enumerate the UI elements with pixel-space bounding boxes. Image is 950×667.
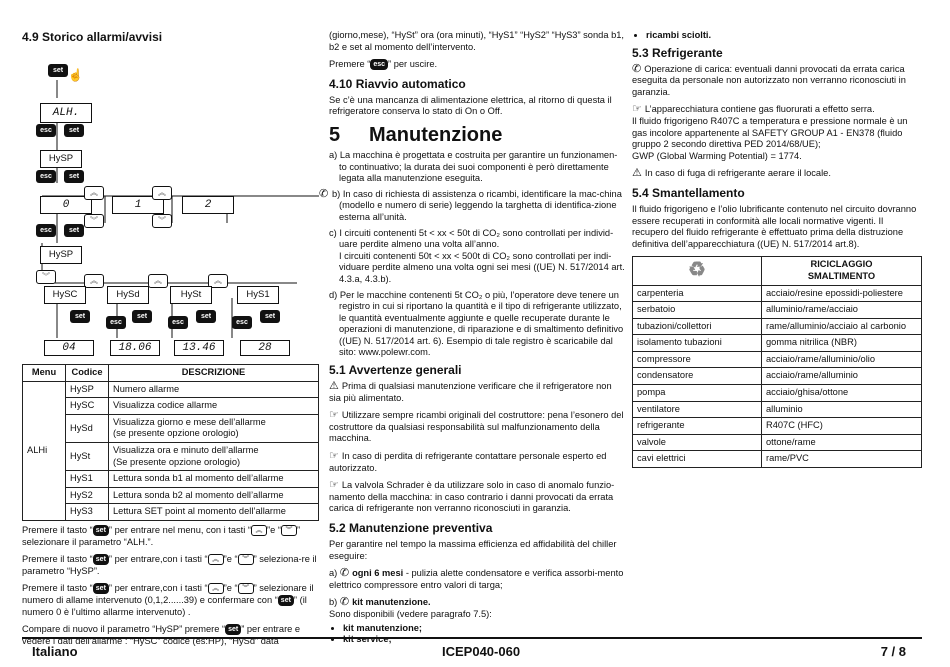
up-key-icon: ︽ — [84, 186, 104, 200]
code-cell: HySd — [66, 414, 109, 442]
code-cell: HyS3 — [66, 504, 109, 521]
hysc-box: HySC — [44, 286, 86, 304]
material-cell: acciaio/resine epossidi-poliestere — [762, 285, 922, 302]
up-key-icon: ︽ — [152, 186, 172, 200]
set-key-icon: set — [93, 583, 109, 594]
paragraph: Il fluido frigorigeno e l’olio lubrificante contenuto nel circuito dovranno essere recuperati in conformità alle locali normative vigenti. Il recupero del fluido refrigerante è effettuato prima della distruzione definitiva dell’apparecchiatura ((UE) N. 517/2014 art.8). — [632, 203, 917, 249]
paragraph: Per garantire nel tempo la massima efficienza ed affidabilità del chiller eseguire: — [329, 539, 617, 561]
desc-cell: Lettura sonda b1 al momento dell’allarme — [109, 471, 319, 488]
set-key-icon: set — [260, 310, 280, 323]
display-2: 2 — [182, 196, 234, 214]
section-5-4-title: 5.4 Smantellamento — [632, 185, 745, 200]
paragraph: GWP (Global Warming Potential) = 1774. — [632, 150, 802, 161]
up-key-icon: ︽ — [208, 583, 224, 594]
down-key-icon: ︾ — [281, 525, 297, 536]
code-cell: HyS1 — [66, 471, 109, 488]
set-key-icon: set — [64, 124, 84, 137]
component-cell: serbatoio — [633, 302, 762, 319]
up-key-icon: ︽ — [148, 274, 168, 288]
paragraph: (giorno,mese), “HySt” ora (ora minuti), “HyS1” “HyS2” “HyS3” sonda b1, b2 e set al momento dell’intervento. — [329, 30, 624, 52]
component-cell: cavi elettrici — [633, 451, 762, 468]
code-cell: HyS2 — [66, 487, 109, 504]
hys1-box: HyS1 — [237, 286, 279, 304]
list-item: b) ✆ kit manutenzione. — [329, 596, 431, 609]
down-key-icon: ︾ — [84, 214, 104, 228]
component-cell: ventilatore — [633, 401, 762, 418]
set-key-icon: set — [64, 224, 84, 237]
maintenance-list — [319, 149, 625, 359]
footer-model: ICEP040-060 — [442, 644, 521, 659]
display-value-3: 13.46 — [174, 340, 224, 356]
desc-cell: Lettura SET point al momento dell’allarme — [109, 504, 319, 521]
display-value-4: 28 — [240, 340, 290, 356]
up-key-icon: ︽ — [84, 274, 104, 288]
component-cell: isolamento tubazioni — [633, 335, 762, 352]
desc-cell: Visualizza giorno e mese dell’allarme (se presente opzione orologio) — [109, 414, 319, 442]
material-cell: alluminio/rame/acciaio — [762, 302, 922, 319]
list-item: c) I circuiti contenenti 5t < xx < 50t di CO₂ sono controllati per individ-uare perdite almeno una volta all’anno. I circuiti contenenti 50t < xx < 500t di CO₂ sono controllati per indi-viduare perdite almeno una volta ogni sei mesi ((UE) N. 517/2014 art. 4.3.a, 4.3.b). — [329, 227, 625, 284]
column-3 — [632, 30, 922, 468]
note: ☞ L’apparecchiatura contiene gas fluorurati a effetto serra. — [632, 103, 875, 116]
set-key-icon: set — [278, 595, 294, 606]
esc-key-icon: esc — [36, 124, 56, 137]
kit-list — [632, 30, 922, 42]
material-cell: rame/PVC — [762, 451, 922, 468]
warning-icon: ⚠ — [632, 167, 642, 180]
warning: ⚠ Prima di qualsiasi manutenzione verificare che il refrigeratore non sia più alimentato. — [329, 380, 612, 403]
paragraph: Il fluido frigorigeno R407C a temperatura e pressione normale è un gas incolore appartenente al SAFETY GROUP A1 - EN378 (fluido gruppo 2 secondo direttiva PED 2014/68/UE); — [632, 115, 908, 150]
footer-language: Italiano — [32, 644, 78, 659]
component-cell: condensatore — [633, 368, 762, 385]
recycling-table — [632, 256, 922, 468]
footer-page-number: 7 / 8 — [880, 644, 906, 659]
esc-key-icon: esc — [232, 316, 252, 329]
material-cell: ottone/rame — [762, 434, 922, 451]
page-footer — [22, 637, 922, 663]
paragraph: Se c’è una mancanza di alimentazione elettrica, al ritorno di questa il refrigeratore conserva lo stato di On o Off. — [329, 94, 612, 117]
down-key-icon: ︾ — [152, 214, 172, 228]
component-cell: tubazioni/collettori — [633, 318, 762, 335]
down-key-icon: ︾ — [36, 270, 56, 284]
table-header: Menu — [23, 365, 66, 382]
hysp-box: HySP — [40, 150, 82, 168]
component-cell: pompa — [633, 385, 762, 402]
set-key-icon: set — [93, 554, 109, 565]
down-key-icon: ︾ — [238, 554, 254, 565]
up-key-icon: ︽ — [208, 274, 228, 288]
desc-cell: Numero allarme — [109, 381, 319, 398]
section-5-2-title: 5.2 Manutenzione preventiva — [329, 521, 493, 535]
hyst-box: HySt — [170, 286, 212, 304]
set-key-icon: set — [48, 64, 68, 77]
set-key-icon: set — [132, 310, 152, 323]
material-cell: acciaio/ghisa/ottone — [762, 385, 922, 402]
set-key-icon: set — [93, 525, 109, 536]
instruction-2: Premere il tasto “ set ” per entrare,con i tasti “ ︽ ”e “ ︾ ” seleziona-re il parametro “HySP”. — [22, 554, 317, 576]
list-item: ✆ b) In caso di richiesta di assistenza o ricambi, identificare la mac-china (modello e numero di serie) leggendo la targhetta di identifica-zione esterna all’unità. — [319, 187, 622, 222]
desc-cell: Visualizza codice allarme — [109, 398, 319, 415]
set-key-icon: set — [64, 170, 84, 183]
list-item: • kit manutenzione; — [343, 623, 625, 635]
code-cell: HySC — [66, 398, 109, 415]
section-4-9-title: 4.9 Storico allarmi/avvisi — [22, 30, 163, 44]
list-item: a) ✆ ogni 6 mesi - pulizia alette condensatore e verifica assorbi-mento elettrico compressore entro valori di targa; — [329, 567, 624, 590]
set-key-icon: set — [225, 624, 241, 635]
esc-key-icon: esc — [36, 170, 56, 183]
display-value-1: 04 — [44, 340, 94, 356]
material-cell: gomma nitrilica (NBR) — [762, 335, 922, 352]
phone-icon: ✆ — [339, 596, 350, 609]
section-5-1-title: 5.1 Avvertenze generali — [329, 363, 462, 378]
material-cell: R407C (HFC) — [762, 418, 922, 435]
phone-icon: ✆ — [632, 62, 642, 75]
section-5-3-title: 5.3 Refrigerante — [632, 45, 723, 60]
pointing-hand-icon: ☞ — [329, 450, 339, 463]
hand-icon: ☝ — [68, 68, 83, 82]
pointing-hand-icon: ☞ — [632, 103, 642, 116]
paragraph: Sono disponibili (vedere paragrafo 7.5): — [329, 608, 492, 619]
section-4-10-title: 4.10 Riavvio automatico — [329, 76, 466, 91]
component-cell: carpenteria — [633, 285, 762, 302]
component-cell: refrigerante — [633, 418, 762, 435]
list-item: d) Per le macchine contenenti 5t CO₂ o più, l’operatore deve tenere un registro in cui si riportano la quantità e il tipo di refrigerante utilizzato, le quantità eventualmente aggiunte e quelle recuperate durante le operazioni di manutenzione, di riparazione e di smaltimento definitivo ((UE) N. 517/2014 art. 6). Esempio di tale registro è scaricabile dal sito: www.polewr.com. — [329, 289, 624, 358]
note: ☞ La valvola Schrader è da utilizzare solo in caso di anomalo funzio-namento della macchina: in caso contrario i danni provocati da errata carica di refrigerante non verranno riconosciuti in garanzia. — [329, 479, 615, 514]
list-item: • kit service; — [343, 634, 625, 646]
instruction-4: Compare di nuovo il parametro “HySP” premere “ set ” per entrare e vedere i dati dell’allarme : “HySC” codice (es:HP), “HySd” data — [22, 624, 301, 646]
material-cell: alluminio — [762, 401, 922, 418]
material-cell: rame/alluminio/acciaio al carbonio — [762, 318, 922, 335]
component-cell: valvole — [633, 434, 762, 451]
list-item: a) La macchina è progettata e costruita per garantire un funzionamen-to continuativo; la durata dei suoi componenti è però direttamente legata alla manutenzione eseguita. — [329, 149, 618, 184]
note: ☞ In caso di perdita di refrigerante contattare personale esperto ed autorizzato. — [329, 450, 607, 473]
recycle-icon: ♻ — [633, 257, 762, 285]
instruction-1: Premere il tasto “ set ” per entrare nel menu, con i tasti “ ︽ ”e “ ︾ ” selezionare il parametro “ALH.”. — [22, 524, 301, 547]
up-key-icon: ︽ — [251, 525, 267, 536]
warning: ⚠ In caso di fuga di refrigerante aerare il locale. — [632, 167, 831, 180]
esc-key-icon: esc — [370, 59, 388, 70]
alarm-history-diagram — [22, 48, 319, 354]
menu-cell: ALHi — [23, 381, 66, 520]
column-1 — [22, 30, 319, 653]
hysd-box: HySd — [107, 286, 149, 304]
instruction-3: Premere il tasto “ set ” per entrare,con i tasti “ ︽ ”e “ ︾ ” selezionare il numero di allame intervenuto (0,1,2......39) e confermare con “ set ” (il numero 0 è l’ultimo allarme intervenuto) . — [22, 583, 314, 617]
warning-icon: ⚠ — [329, 380, 339, 393]
hysp-box: HySP — [40, 246, 82, 264]
set-key-icon: set — [70, 310, 90, 323]
esc-key-icon: esc — [106, 316, 126, 329]
set-key-icon: set — [196, 310, 216, 323]
material-cell: acciaio/rame/alluminio — [762, 368, 922, 385]
code-cell: HySt — [66, 442, 109, 470]
list-item: • ricambi sciolti. — [646, 30, 922, 42]
table-header: RICICLAGGIO SMALTIMENTO — [762, 257, 922, 285]
down-key-icon: ︾ — [238, 583, 254, 594]
exit-instruction: Premere “ esc ” per uscire. — [329, 59, 438, 70]
display-1: 1 — [112, 196, 164, 214]
pointing-hand-icon: ☞ — [329, 479, 339, 492]
phone-icon: ✆ — [339, 567, 350, 580]
material-cell: acciaio/rame/alluminio/olio — [762, 351, 922, 368]
display-0: 0 — [40, 196, 92, 214]
note: ☞ Utilizzare sempre ricambi originali del costruttore: pena l’esonero del costruttore da qualsiasi responsabilità sul malfunzionamento della macchina. — [329, 409, 624, 444]
esc-key-icon: esc — [36, 224, 56, 237]
component-cell: compressore — [633, 351, 762, 368]
desc-cell: Lettura sonda b2 al momento dell’allarme — [109, 487, 319, 504]
desc-cell: Visualizza ora e minuto dell’allarme (Se presente opzione orologio) — [109, 442, 319, 470]
alarm-history-table — [22, 364, 319, 521]
table-header: DESCRIZIONE — [109, 365, 319, 382]
esc-key-icon: esc — [168, 316, 188, 329]
display-value-2: 18.06 — [110, 340, 160, 356]
chapter-5-title: 5 Manutenzione — [329, 123, 503, 146]
paragraph: ✆ Operazione di carica: eventuali danni provocati da errata carica eseguita da personale non autorizzato non verranno riconosciuti in garanzia. — [632, 62, 906, 97]
pointing-hand-icon: ☞ — [329, 409, 339, 422]
column-2 — [319, 30, 625, 646]
up-key-icon: ︽ — [208, 554, 224, 565]
display-alh: ALH. — [40, 103, 92, 123]
table-header: Codice — [66, 365, 109, 382]
code-cell: HySP — [66, 381, 109, 398]
